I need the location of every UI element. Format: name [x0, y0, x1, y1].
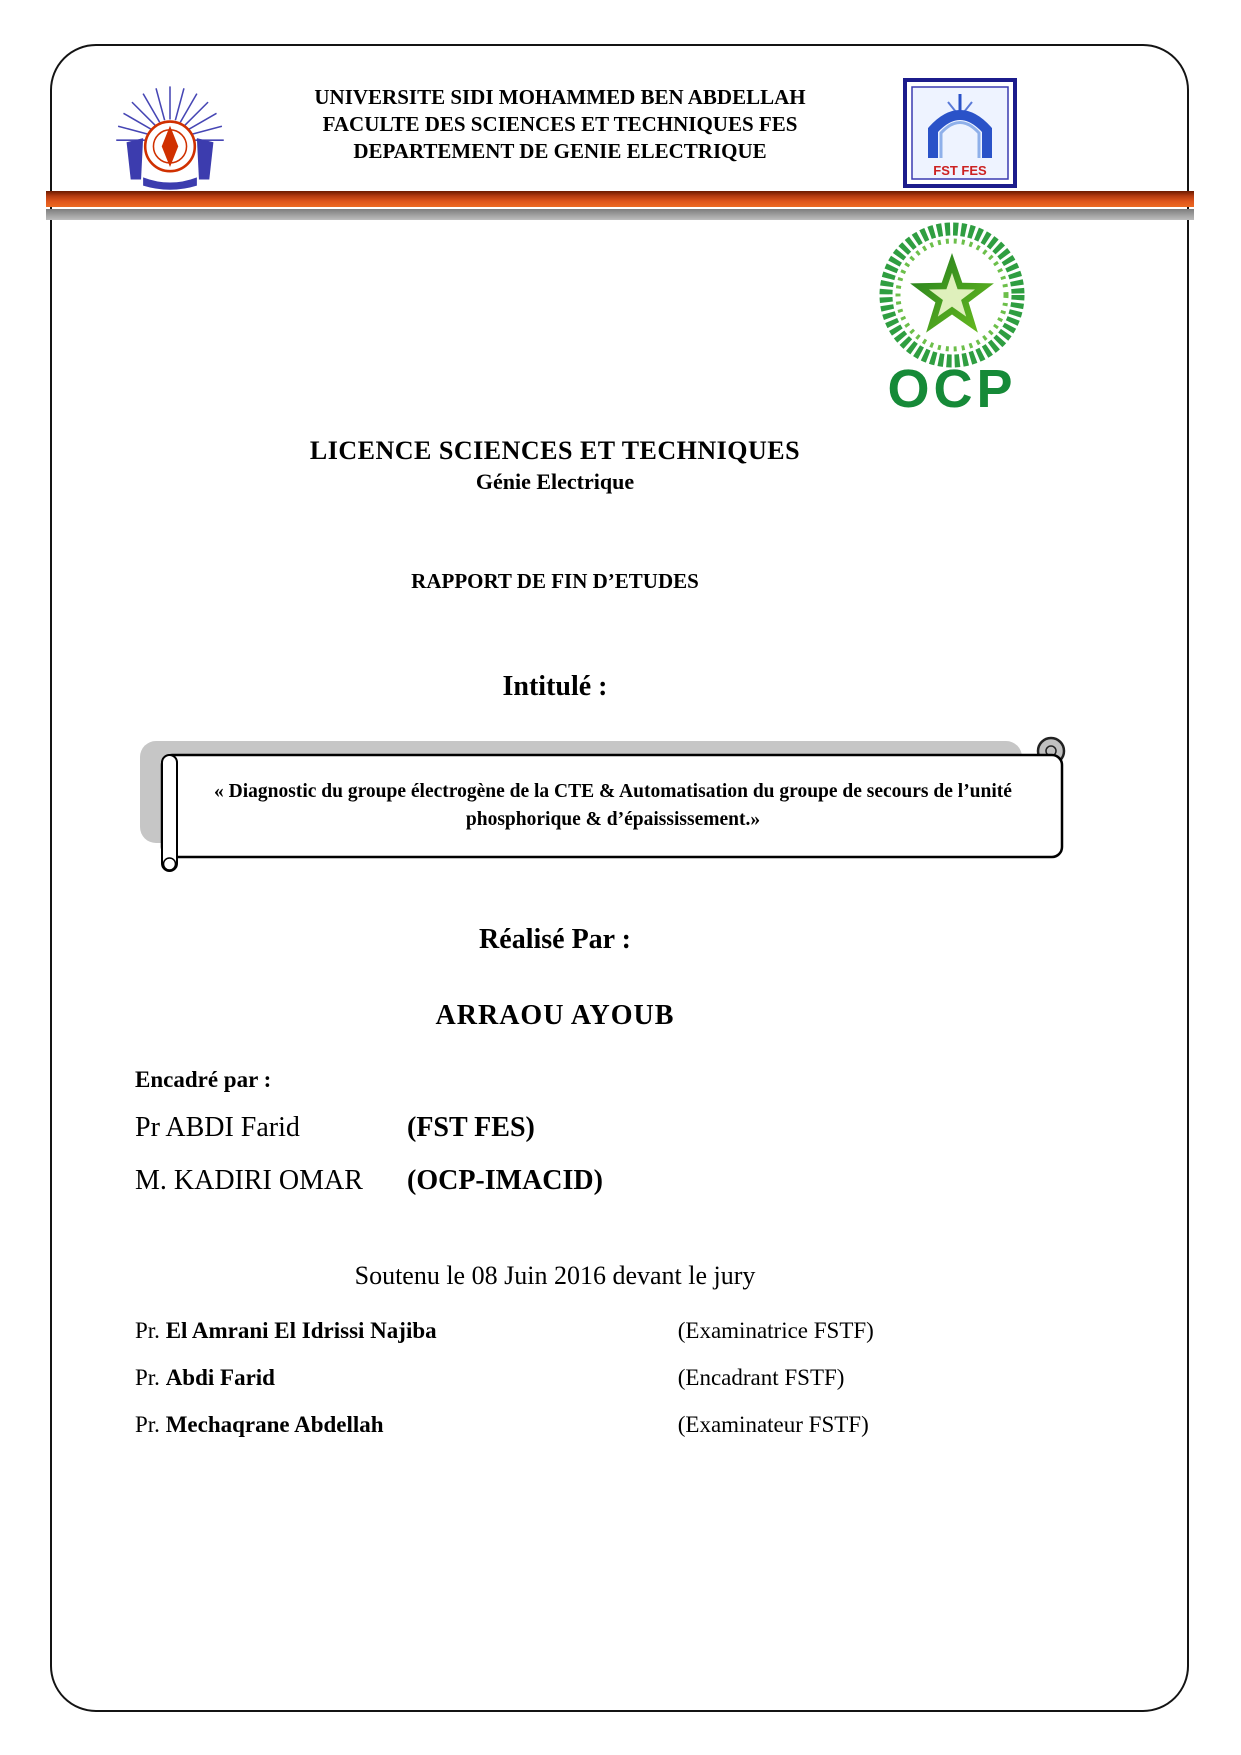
subject-text: « Diagnostic du groupe électrogène de la CTE & Automatisation du groupe de secours de l’unité phosphorique & d’épaississement.» [214, 781, 1012, 830]
ocp-logo-icon [863, 219, 1045, 415]
defense-intro: Soutenu le 08 Juin 2016 devant le jury [354, 1261, 756, 1290]
supervisor-affiliation: (OCP-IMACID) [407, 1165, 603, 1196]
report-type-title: RAPPORT DE FIN D’ETUDES [411, 569, 699, 593]
header-department-name: DEPARTEMENT DE GENIE ELECTRIQUE [353, 139, 767, 163]
fst-fes-logo-icon [903, 78, 1017, 188]
supervisor-row [135, 1165, 1085, 1197]
header-text-block [240, 84, 880, 165]
supervisor-row [135, 1112, 1085, 1144]
title-banner [138, 729, 1083, 881]
fst-logo-label: FST FES [933, 163, 987, 178]
jury-member-name: Pr. Abdi Farid [135, 1365, 275, 1390]
jury-member-role: (Encadrant FSTF) [677, 1365, 845, 1390]
jury-row [135, 1412, 1125, 1438]
fst-fes-logo [903, 78, 1017, 188]
ocp-logo-label: OCP [887, 359, 1017, 415]
specialty-title: Génie Electrique [475, 469, 635, 494]
jury-prefix: Pr. [135, 1365, 160, 1390]
header-university-name: UNIVERSITE SIDI MOHAMMED BEN ABDELLAH [314, 85, 806, 109]
header-faculty-name: FACULTE DES SCIENCES ET TECHNIQUES FES [322, 112, 798, 136]
supervisor-name: M. KADIRI OMAR [135, 1165, 363, 1196]
jury-member-role: (Examinatrice FSTF) [677, 1318, 874, 1343]
encadre-par-label: Encadré par : [135, 1067, 272, 1092]
jury-member-role: (Examinateur FSTF) [677, 1412, 869, 1437]
jury-prefix: Pr. [135, 1318, 160, 1343]
degree-title: LICENCE SCIENCES ET TECHNIQUES [309, 436, 801, 465]
ocp-logo [863, 219, 1045, 415]
university-logo [112, 74, 228, 196]
university-emblem-icon [112, 74, 228, 196]
realise-par-label: Réalisé Par : [479, 924, 631, 955]
jury-row [135, 1318, 1125, 1344]
jury-member-name: Pr. Mechaqrane Abdellah [135, 1412, 384, 1437]
intitule-label: Intitulé : [502, 671, 608, 702]
author-name: ARRAOU AYOUB [435, 1000, 675, 1031]
jury-row [135, 1365, 1125, 1391]
jury-prefix: Pr. [135, 1412, 160, 1437]
header-divider-orange [46, 191, 1194, 207]
supervisor-name: Pr ABDI Farid [135, 1112, 300, 1143]
supervisor-affiliation: (FST FES) [407, 1112, 535, 1143]
jury-member-name: Pr. El Amrani El Idrissi Najiba [135, 1318, 437, 1343]
